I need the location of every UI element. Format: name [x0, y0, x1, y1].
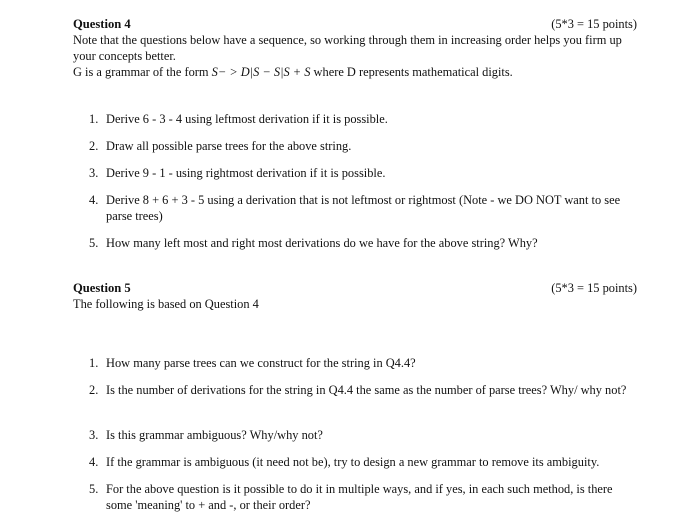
question-4-section — [73, 16, 637, 80]
question-4-item-5 — [73, 236, 637, 252]
question-4-item-3 — [73, 166, 637, 182]
question-4-item-4 — [73, 193, 637, 224]
question-5-item-1 — [73, 356, 637, 372]
grammar-prefix: G is a grammar of the form — [73, 65, 212, 79]
item-text: How many left most and right most derivations do we have for the above string? Why? — [106, 236, 538, 250]
item-text: Draw all possible parse trees for the above string. — [106, 139, 352, 153]
question-4-item-1 — [73, 112, 637, 128]
item-text: Derive 6 - 3 - 4 using leftmost derivation if it is possible. — [106, 112, 388, 126]
item-number: 3. — [89, 166, 99, 180]
item-number: 1. — [89, 356, 99, 370]
item-number: 3. — [89, 428, 99, 442]
item-number: 5. — [89, 482, 99, 496]
question-5-item-3 — [73, 428, 637, 444]
item-text: If the grammar is ambiguous (it need not be), try to design a new grammar to remove its ambiguity. — [106, 455, 600, 469]
question-4-grammar — [73, 64, 637, 80]
item-number: 2. — [89, 139, 99, 153]
item-text: How many parse trees can we construct for the string in Q4.4? — [106, 356, 416, 370]
item-number: 4. — [89, 455, 99, 469]
question-4-intro: Note that the questions below have a sequence, so working through them in increasing order helps you firm up your concepts better. — [73, 33, 622, 63]
question-4-title: Question 4 — [73, 17, 131, 31]
question-5-intro: The following is based on Question 4 — [73, 297, 259, 311]
item-text: Is the number of derivations for the string in Q4.4 the same as the number of parse trees? Why/ why not? — [106, 383, 627, 397]
item-number: 4. — [89, 193, 99, 207]
question-5-item-4 — [73, 455, 637, 471]
question-4-header — [73, 16, 637, 32]
question-5-section — [73, 280, 637, 312]
item-text: Is this grammar ambiguous? Why/why not? — [106, 428, 323, 442]
item-number: 1. — [89, 112, 99, 126]
item-text: Derive 8 + 6 + 3 - 5 using a derivation that is not leftmost or rightmost (Note - we DO NOT want to see parse trees) — [106, 193, 621, 223]
grammar-suffix: where D represents mathematical digits. — [310, 65, 513, 79]
question-5-points: (5*3 = 15 points) — [551, 281, 637, 295]
question-4-points: (5*3 = 15 points) — [551, 17, 637, 31]
question-5-header — [73, 280, 637, 296]
item-number: 5. — [89, 236, 99, 250]
item-text: For the above question is it possible to do it in multiple ways, and if yes, in each such method, is there some 'meaning' to + and -, or their order? — [106, 482, 613, 512]
question-4-item-2 — [73, 139, 637, 155]
question-5-title: Question 5 — [73, 281, 131, 295]
question-5-item-2 — [73, 383, 637, 399]
question-5-item-5 — [73, 482, 637, 513]
item-text: Derive 9 - 1 - using rightmost derivation if it is possible. — [106, 166, 386, 180]
item-number: 2. — [89, 383, 99, 397]
grammar-definition: S− > D|S − S|S + S — [211, 65, 311, 79]
